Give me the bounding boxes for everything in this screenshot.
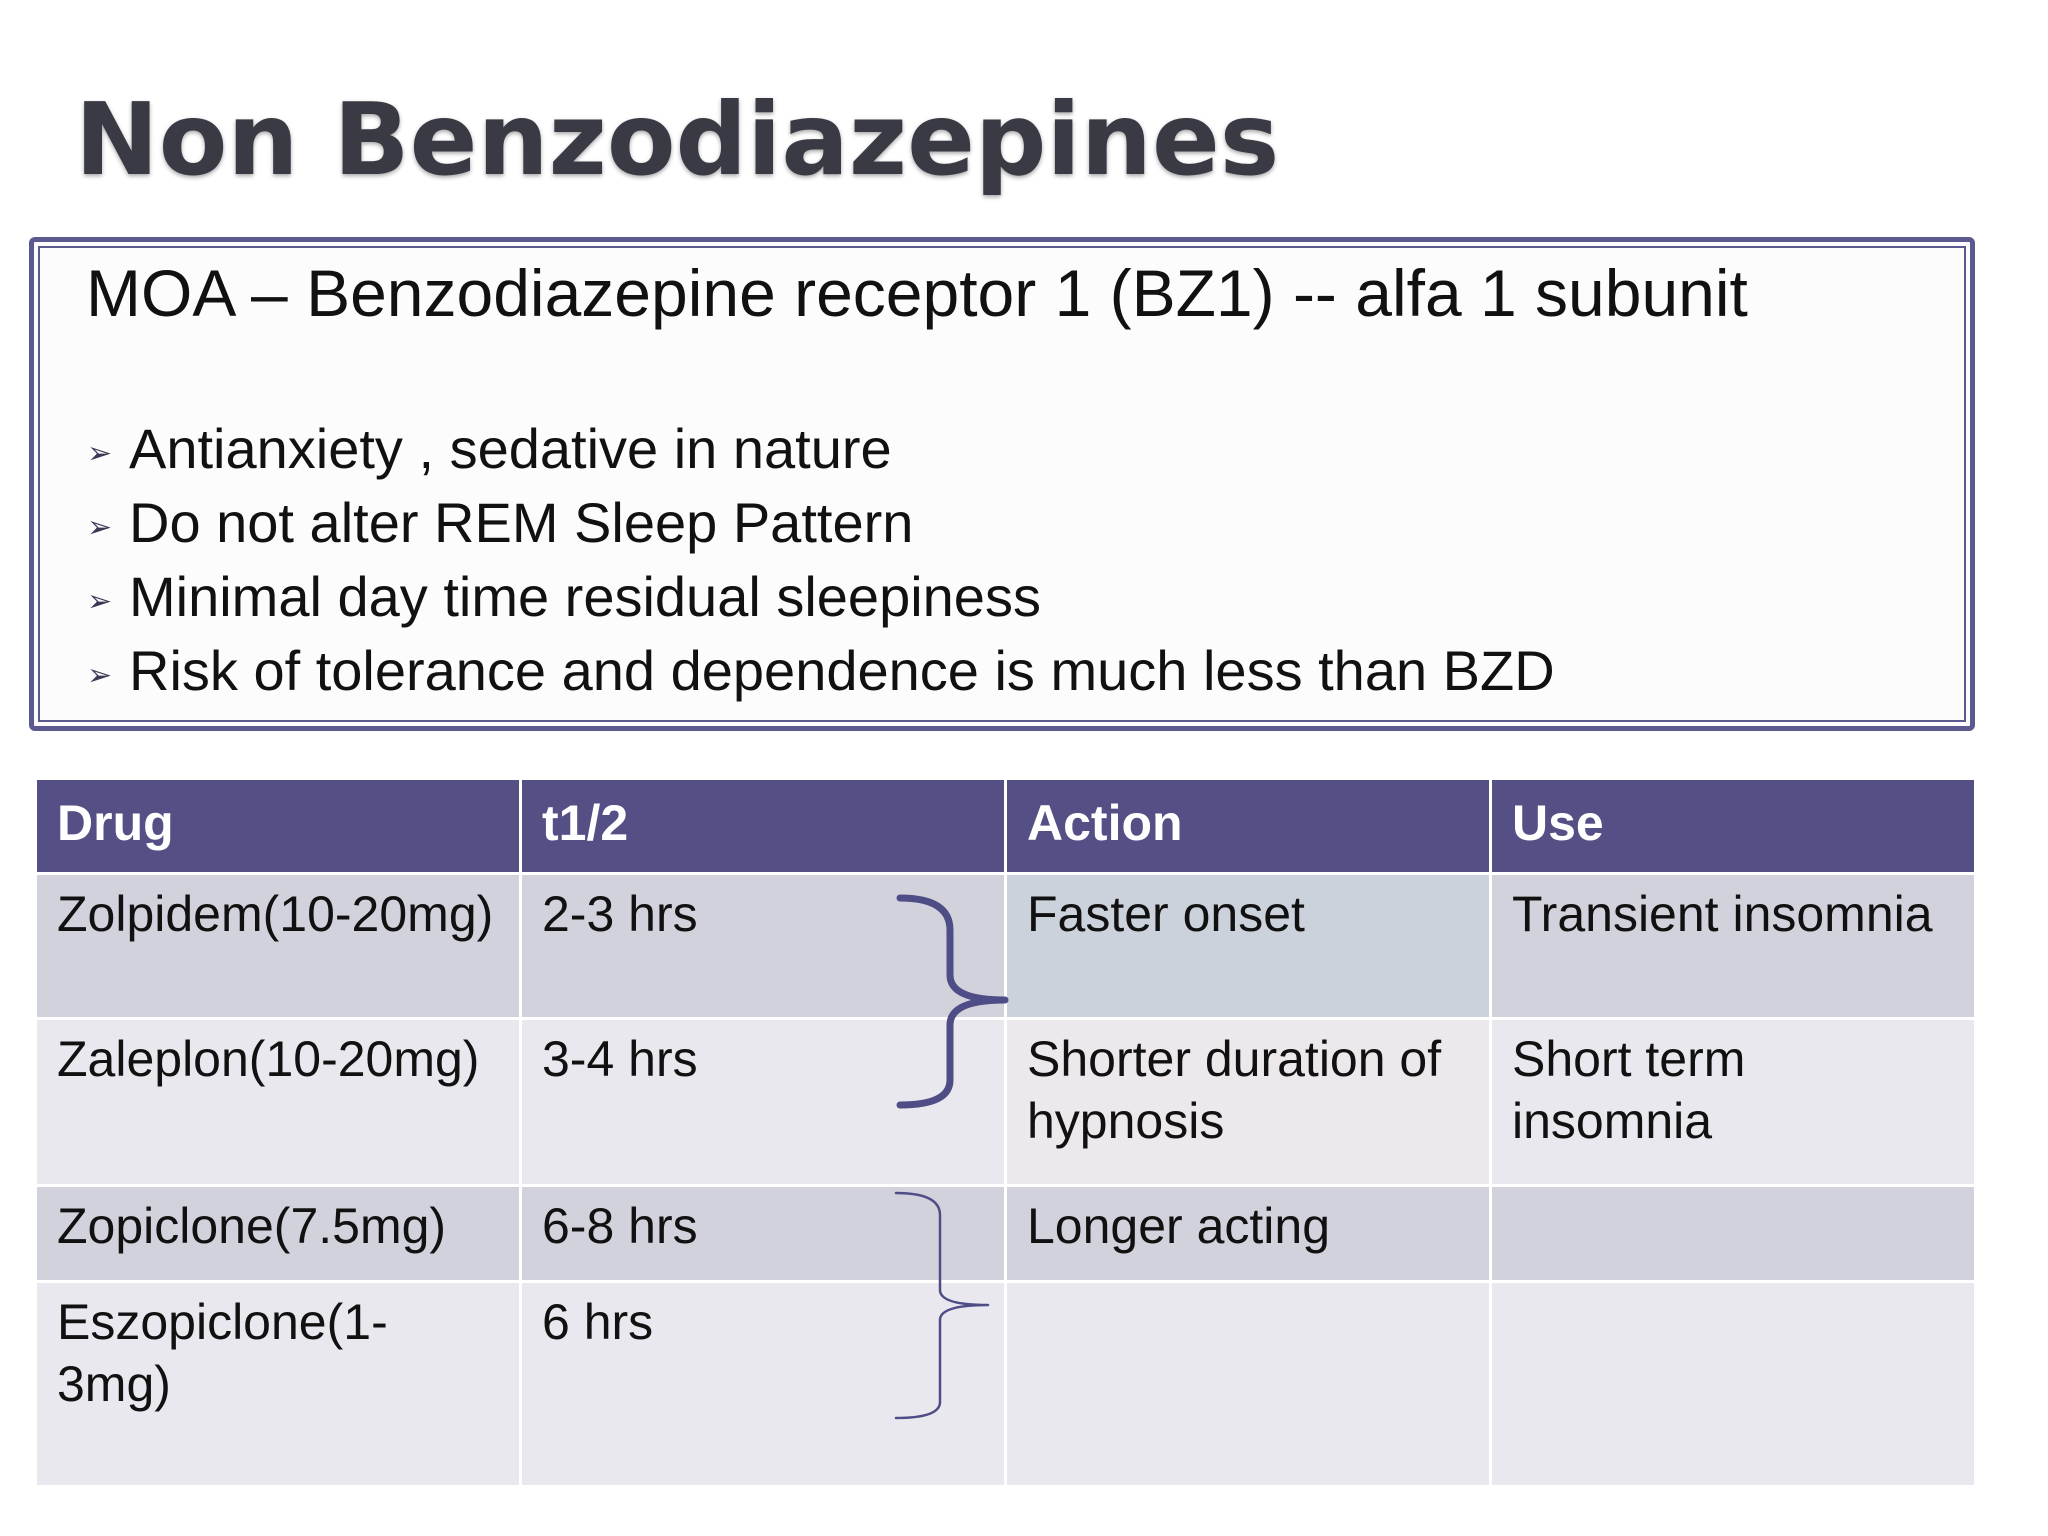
- cell-action: Faster onset: [1006, 874, 1491, 1019]
- slide-title: Non Benzodiazepines: [75, 81, 1280, 198]
- cell-use: [1491, 1186, 1976, 1282]
- table-row: [36, 1282, 1976, 1487]
- cell-action: [1006, 1282, 1491, 1487]
- table-header-row: [36, 779, 1976, 874]
- bullet-item: [69, 634, 1555, 708]
- bullet-text: Do not alter REM Sleep Pattern: [129, 491, 914, 554]
- cell-use: Short term insomnia: [1491, 1019, 1976, 1186]
- header-drug: Drug: [36, 779, 521, 874]
- cell-half-life: 6 hrs: [521, 1282, 1006, 1487]
- moa-box: [29, 237, 1975, 731]
- moa-bullet-list: [69, 412, 1555, 708]
- cell-use: [1491, 1282, 1976, 1487]
- table-row: [36, 1186, 1976, 1282]
- bullet-item: [69, 486, 1555, 560]
- table-row: [36, 874, 1976, 1019]
- cell-half-life: 2-3 hrs: [521, 874, 1006, 1019]
- cell-drug: Zaleplon(10-20mg): [36, 1019, 521, 1186]
- bullet-text: Minimal day time residual sleepiness: [129, 565, 1041, 628]
- moa-heading: MOA – Benzodiazepine receptor 1 (BZ1) -- alfa 1 subunit: [86, 256, 1748, 330]
- header-use: Use: [1491, 779, 1976, 874]
- bullet-item: [69, 412, 1555, 486]
- cell-action: Longer acting: [1006, 1186, 1491, 1282]
- header-action: Action: [1006, 779, 1491, 874]
- bullet-item: [69, 560, 1555, 634]
- cell-drug: Zolpidem(10-20mg): [36, 874, 521, 1019]
- cell-action: Shorter duration of hypnosis: [1006, 1019, 1491, 1186]
- cell-use: Transient insomnia: [1491, 874, 1976, 1019]
- arrowhead-bullet-icon: ➢: [87, 510, 113, 544]
- cell-half-life: 6-8 hrs: [521, 1186, 1006, 1282]
- bullet-text: Risk of tolerance and dependence is much less than BZD: [129, 639, 1555, 702]
- drug-table: [34, 777, 1977, 1488]
- arrowhead-bullet-icon: ➢: [87, 436, 113, 470]
- arrowhead-bullet-icon: ➢: [87, 658, 113, 692]
- header-half-life: t1/2: [521, 779, 1006, 874]
- arrowhead-bullet-icon: ➢: [87, 584, 113, 618]
- cell-drug: Eszopiclone(1-3mg): [36, 1282, 521, 1487]
- bullet-text: Antianxiety , sedative in nature: [129, 417, 892, 480]
- table-row: [36, 1019, 1976, 1186]
- cell-drug: Zopiclone(7.5mg): [36, 1186, 521, 1282]
- cell-half-life: 3-4 hrs: [521, 1019, 1006, 1186]
